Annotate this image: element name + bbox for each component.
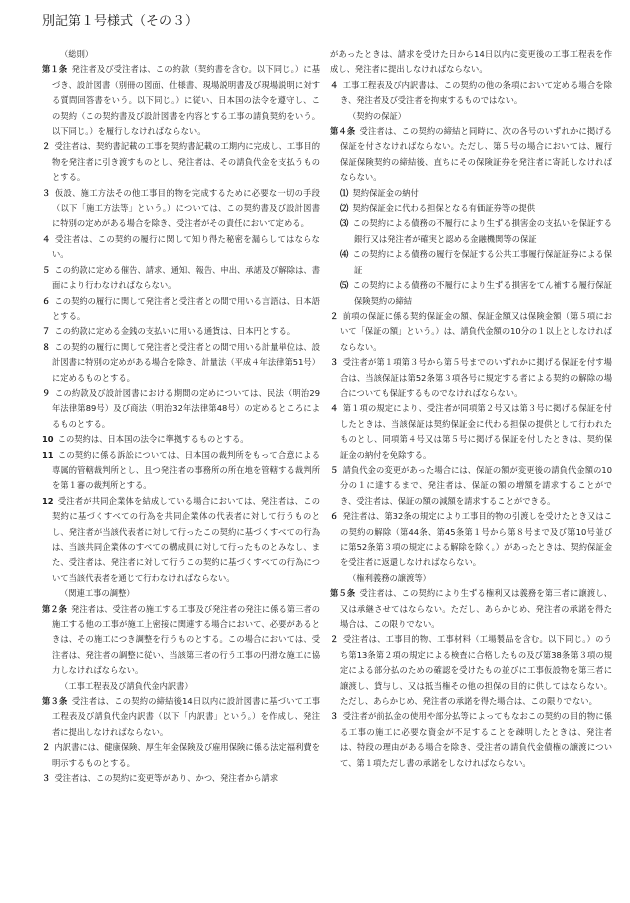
article-number: 第４条	[330, 126, 356, 137]
clause-paragraph	[330, 309, 612, 355]
clause-number: ３	[42, 187, 51, 198]
clause-text: 受注者は、この契約に変更等があり、かつ、発注者から請求	[54, 773, 279, 784]
clause-number: ５	[330, 464, 339, 475]
clause-text: この約款及び設計図書における期間の定めについては、民法（明治29年法律第89号）及び商法（明治32年法律第48号）の定めるところによるものとする。	[52, 387, 320, 429]
clause-text: 受注者は、この契約により生ずる権利又は義務を第三者に譲渡し、又は承継させてはならない。ただし、あらかじめ、発注者の承諾を得た場合は、この限りでない。	[340, 588, 612, 630]
clause-paragraph	[42, 263, 320, 294]
clause-number: ６	[330, 511, 339, 522]
clause-text: 請負代金の変更があった場合には、保証の額が変更後の請負代金額の10分の１に達するまで、発注者は、保証の額の増額を請求することができ、受注者は、保証の額の減額を請求することができる。	[340, 464, 612, 506]
clause-text: 発注者は、受注者の施工する工事及び発注者の発注に係る第三者の施工する他の工事が施工上密接に関連する場合において、必要があるときは、その施工につき調整を行うものとする。この場合においては、受注者は、発注者の調整に従い、当該第三者の行う工事の円滑な施工に協力しなければならない。	[52, 603, 320, 676]
clause-text: この契約による債務の不履行により生ずる損害金の支払いを保証する銀行又は発注者が確実と認める金融機関等の保証	[352, 218, 612, 244]
clause-paragraph	[330, 632, 612, 709]
clause-paragraph	[42, 186, 320, 232]
clause-text: 受注者は、工事目的物、工事材料（工場製品を含む。以下同じ。）のうち第13条第２項の規定による検査に合格したもの及び第38条第３項の規定による部分払のための確認を受けたもの並びに工事仮設物を第三者に譲渡し、貸与し、又は抵当権その他の担保の目的に供してはならない。ただし、あらかじめ、発注者の承諾を得た場合は、この限りでない。	[340, 634, 612, 707]
clause-number: ２	[42, 141, 51, 152]
clause-paragraph	[330, 509, 612, 571]
article-paragraph	[42, 62, 320, 139]
clause-number: ３	[330, 357, 339, 368]
clause-text: （総則）	[60, 49, 94, 59]
section-heading	[330, 109, 612, 124]
clause-text: 受注者は、この契約の締結と同時に、次の各号のいずれかに掲げる保証を付さなければならない。ただし、第５号の場合においては、履行保証保険契約の締結後、直ちにその保険証券を発注者に寄託しなければならない。	[340, 126, 612, 183]
clause-number: ⑴	[340, 187, 349, 198]
list-item	[330, 201, 612, 216]
clause-paragraph	[42, 740, 320, 771]
article-paragraph	[330, 586, 612, 632]
page-title: 別記第１号様式（その３）	[42, 14, 199, 29]
clause-text: 受注者は、この契約の締結後14日以内に設計図書に基づいて工事工程表及び請負代金内訳書（以下「内訳書」という。）を作成し、発注者に提出しなければならない。	[52, 696, 320, 737]
clause-paragraph	[42, 139, 320, 185]
clause-number: ６	[42, 295, 51, 306]
clause-number: ２	[330, 310, 339, 321]
clause-text: 受注者は、契約書記載の工事を契約書記載の工期内に完成し、工事目的物を発注者に引き渡すものとし、発注者は、その請負代金を支払うものとする。	[52, 141, 320, 183]
clause-text: （契約の保証）	[348, 110, 407, 121]
clause-number: ４	[42, 233, 51, 244]
clause-number: ⑷	[340, 249, 349, 260]
article-paragraph	[42, 602, 320, 679]
clause-text: 前項の保証に係る契約保証金の額、保証金額又は保険金額（第５項において「保証の額」という。）は、請負代金額の10分の１以上としなければならない。	[340, 310, 612, 352]
clause-text: 受注者が共同企業体を結成している場合においては、発注者は、この契約に基づくすべての行為を共同企業体の代表者に対して行うものとし、発注者が当該代表者に対して行ったこの契約に基づくすべての行為は、当該共同企業体のすべての構成員に対して行ったものとみなし、また、受注者は、発注者に対して行うこの契約に基づくすべての行為について当該代表者を通じて行わなければならない。	[52, 495, 320, 583]
clause-number: ３	[42, 773, 51, 784]
clause-text: この契約の履行に関して発注者と受注者との間で用いる言語は、日本語とする。	[52, 295, 320, 321]
clause-number: ２	[330, 634, 339, 645]
clause-text: この約款に定める催告、請求、通知、報告、申出、承諾及び解除は、書面により行わなければならない。	[52, 264, 320, 291]
section-heading	[330, 571, 612, 586]
clause-text: この契約に係る訴訟については、日本国の裁判所をもって合意による専属的管轄裁判所とし、且つ発注者の事務所の所在地を管轄する裁判所を第１審の裁判所とする。	[52, 449, 320, 491]
clause-paragraph	[42, 340, 320, 386]
clause-text: 第１項の規定により、受注者が同項第２号又は第３号に掲げる保証を付したときは、当該保証は契約保証金に代わる担保の提供として行われたものとし、同項第４号又は第５号に掲げる保証を付したときは、契約保証金の納付を免除する。	[340, 403, 612, 460]
clause-number: ⑶	[340, 218, 349, 229]
clause-paragraph	[42, 324, 320, 339]
clause-text: 受注者が前払金の使用や部分払等によってもなおこの契約の目的物に係る工事の施工に必要な資金が不足することを疎明したときは、発注者は、特段の理由がある場合を除き、受注者の請負代金債権の譲渡について、第１項ただし書の承諾をしなければならない。	[340, 711, 612, 768]
section-heading	[42, 47, 320, 62]
clause-number: ⑵	[340, 203, 349, 214]
clause-text: 発注者及び受注者は、この約款（契約書を含む。以下同じ。）に基づき、設計図書（別冊の図面、仕様書、現場説明書及び現場説明に対する質問回答書をいう。以下同じ。）に従い、日本国の法令を遵守し、この契約（この契約書及び設計図書を内容とする工事の請負契約をいう。以下同じ。）を履行しなければならない。	[52, 64, 320, 137]
list-item	[330, 186, 612, 201]
clause-number: ⑸	[340, 280, 349, 291]
clause-number: ３	[330, 711, 339, 722]
clause-number: ９	[42, 387, 51, 398]
clause-paragraph	[330, 401, 612, 463]
clause-paragraph	[330, 78, 612, 109]
article-paragraph	[42, 694, 320, 740]
clause-paragraph	[42, 386, 320, 432]
clause-text: （工事工程表及び請負代金内訳書）	[60, 680, 193, 691]
clause-number: 11	[42, 449, 54, 460]
list-item	[330, 278, 612, 309]
clause-text: 受注者は、この契約の履行に関して知り得た秘密を漏らしてはならない。	[52, 233, 320, 260]
clause-paragraph	[42, 494, 320, 586]
clause-text: 契約保証金の納付	[352, 187, 419, 198]
clause-text: 工事工程表及び内訳書は、この契約の他の条項において定める場合を除き、発注者及び受注者を拘束するものではない。	[340, 79, 612, 106]
clause-paragraph	[330, 463, 612, 509]
clause-number: ４	[330, 403, 339, 414]
clause-text: この契約は、日本国の法令に準拠するものとする。	[57, 434, 249, 445]
clause-paragraph	[330, 709, 612, 771]
article-number: 第２条	[42, 603, 67, 614]
clause-text: （関連工事の調整）	[60, 588, 135, 599]
clause-text: 受注者が第１項第３号から第５号までのいずれかに掲げる保証を付す場合は、当該保証は第52条第３項各号に規定する者による契約の解除の場合についても保証するものでなければならない。	[340, 357, 612, 398]
clause-number: 12	[42, 495, 54, 506]
list-item	[330, 247, 612, 278]
clause-text: 内訳書には、健康保険、厚生年金保険及び雇用保険に係る法定福利費を明示するものとする。	[52, 742, 320, 768]
left-text-column	[42, 47, 320, 787]
clause-number: ２	[42, 742, 51, 753]
article-number: 第５条	[330, 588, 356, 599]
clause-text: 契約保証金に代わる担保となる有価証券等の提供	[352, 203, 536, 214]
clause-number: 10	[42, 434, 54, 445]
clause-text: 発注者は、第32条の規定により工事目的物の引渡しを受けたとき又はこの契約の解除（第44条、第45条第１号から第８号まで及び第10号並びに第52条第３項の規定による解除を除く。）があったときは、契約保証金を受注者に返還しなければならない。	[340, 511, 612, 568]
clause-text: この契約による債務の履行を保証する公共工事履行保証証券による保証	[352, 249, 612, 275]
clause-text: （権利義務の譲渡等）	[348, 572, 431, 583]
clause-text: この約款に定める金銭の支払いに用いる通貨は、日本円とする。	[54, 326, 296, 337]
continued-paragraph	[330, 47, 612, 78]
article-number: 第３条	[42, 696, 68, 707]
clause-number: ５	[42, 264, 51, 275]
section-heading	[42, 679, 320, 694]
article-paragraph	[330, 124, 612, 186]
clause-paragraph	[42, 432, 320, 447]
clause-text: 仮設、施工方法その他工事目的物を完成するために必要な一切の手段（以下「施工方法等」という。）については、この契約書及び設計図書に特別の定めがある場合を除き、受注者がその責任において定める。	[52, 187, 320, 229]
clause-text: があったときは、請求を受けた日から14日以内に変更後の工事工程表を作成し、発注者に提出しなければならない。	[330, 49, 612, 75]
clause-paragraph	[42, 294, 320, 325]
clause-number: ８	[42, 341, 51, 352]
clause-number: ７	[42, 326, 51, 337]
article-number: 第１条	[42, 64, 68, 75]
clause-paragraph	[42, 771, 320, 786]
right-text-column	[330, 47, 612, 771]
clause-number: ４	[330, 79, 339, 90]
clause-paragraph	[42, 232, 320, 263]
list-item	[330, 216, 612, 247]
clause-paragraph	[330, 355, 612, 401]
clause-paragraph	[42, 448, 320, 494]
clause-text: この契約の履行に関して発注者と受注者との間で用いる計量単位は、設計図書に特別の定めがある場合を除き、計量法（平成４年法律第51号）に定めるものとする。	[52, 341, 320, 383]
clause-text: この契約による債務の不履行により生ずる損害をてん補する履行保証保険契約の締結	[352, 280, 612, 306]
section-heading	[42, 586, 320, 601]
